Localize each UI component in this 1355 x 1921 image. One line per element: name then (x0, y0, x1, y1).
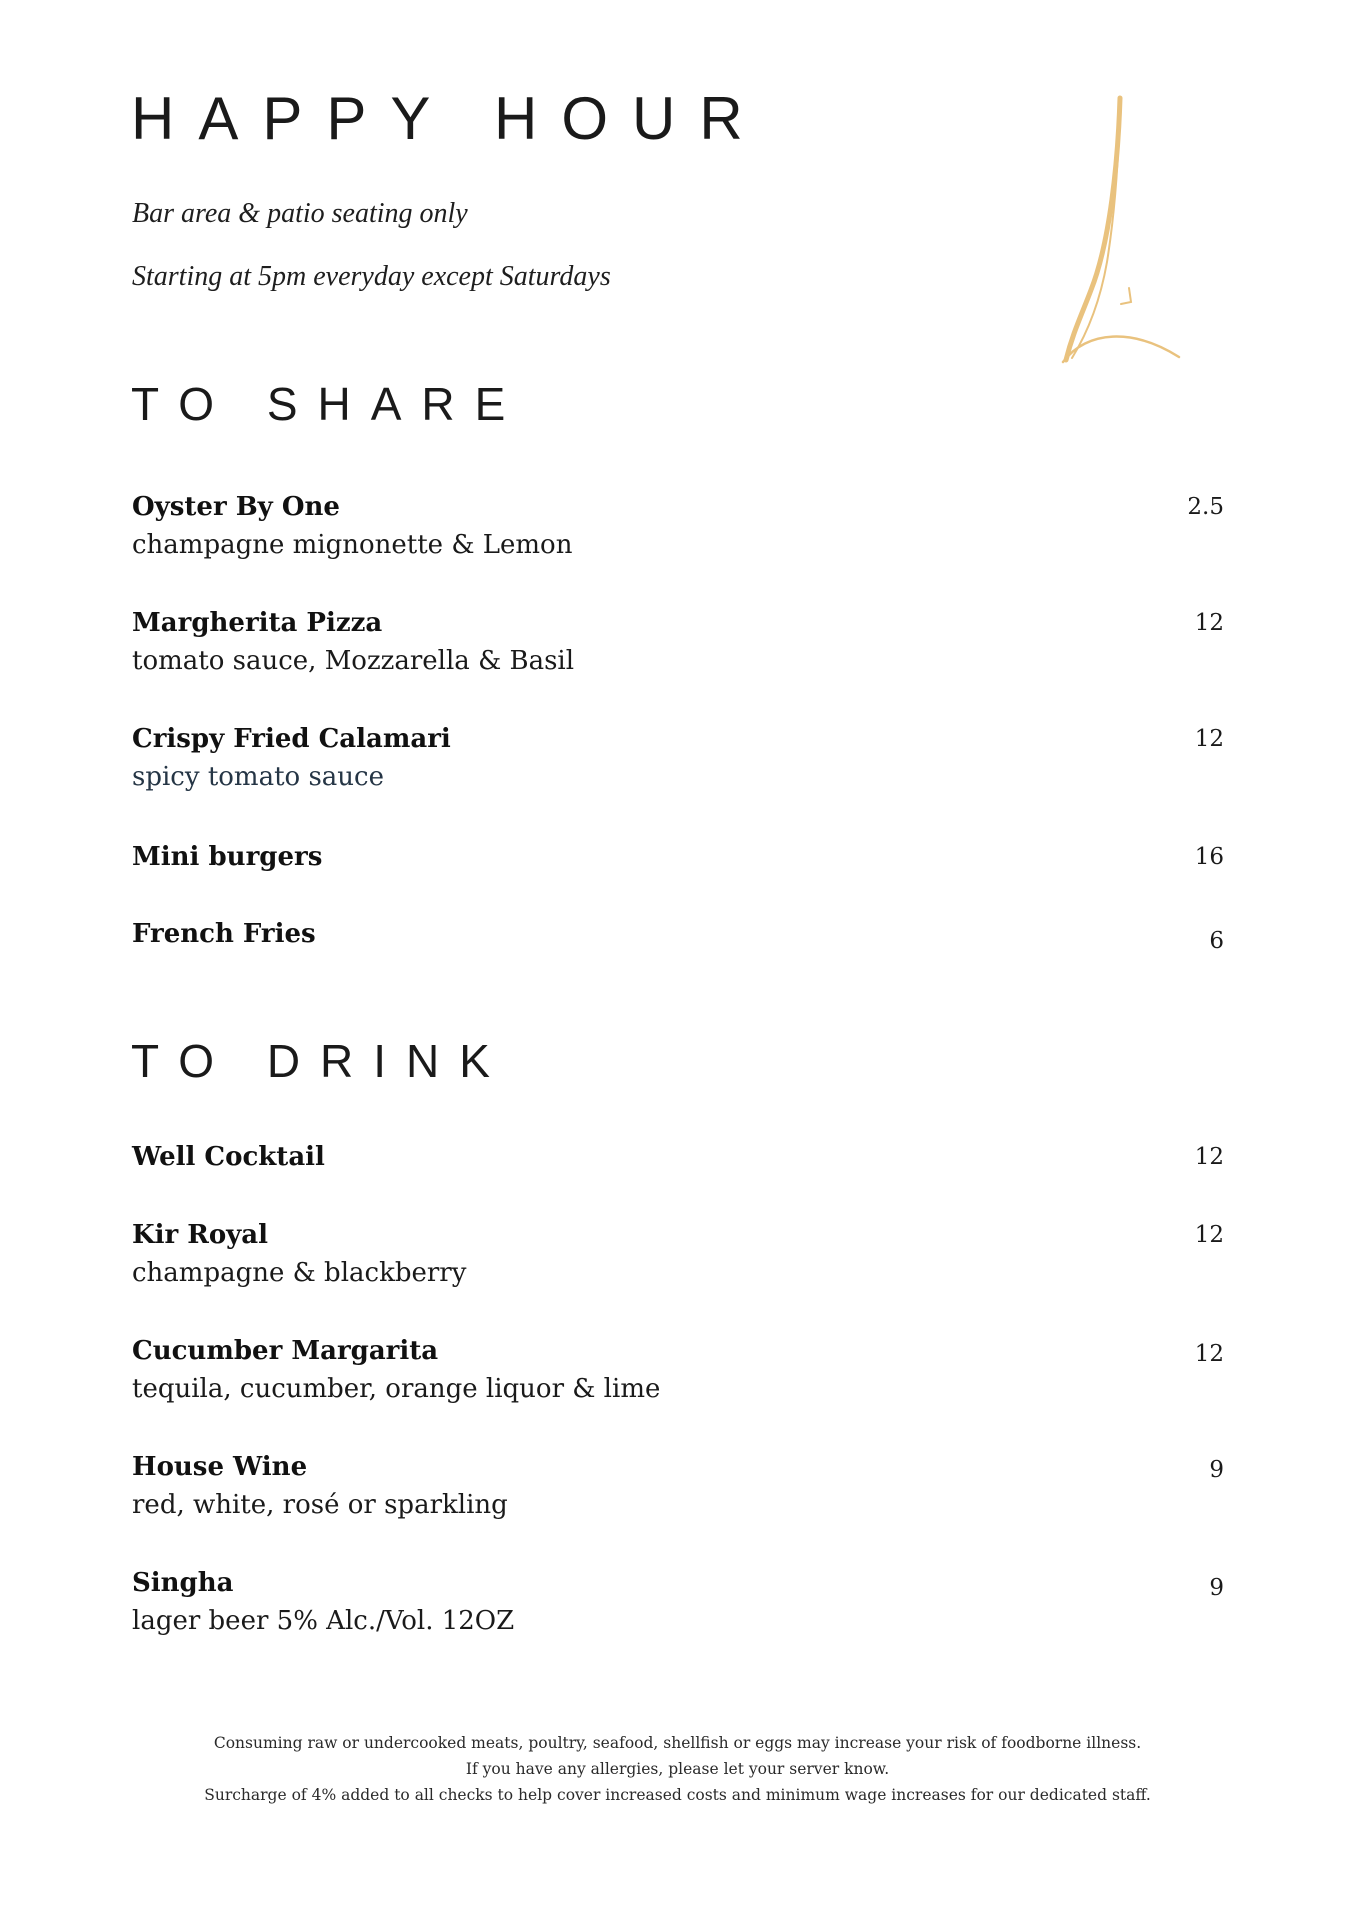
item-name: Cucumber Margarita (132, 1336, 439, 1366)
hours-note: Starting at 5pm everyday except Saturdays (132, 261, 611, 292)
item-name: Kir Royal (132, 1220, 269, 1250)
item-price: 9 (1209, 1457, 1224, 1483)
menu-item (132, 722, 1224, 812)
surcharge-note: Surcharge of 4% added to all checks to help cover increased costs and minimum wage increases for our dedicated staff. (204, 1786, 1151, 1804)
menu-item (132, 606, 1224, 696)
item-price: 12 (1194, 1341, 1224, 1367)
menu-item (132, 1334, 1224, 1424)
item-price: 12 (1194, 610, 1224, 636)
footer-notes (0, 1730, 1355, 1808)
menu-item (132, 490, 1224, 580)
item-price: 9 (1209, 1575, 1224, 1601)
allergy-note: If you have any allergies, please let your server know. (465, 1760, 890, 1778)
menu-item (132, 1218, 1224, 1308)
item-price: 16 (1194, 844, 1224, 870)
item-description: tequila, cucumber, orange liquor & lime (132, 1374, 661, 1404)
item-description: lager beer 5% Alc./Vol. 12OZ (132, 1606, 515, 1636)
item-description: spicy tomato sauce (132, 762, 384, 792)
eiffel-tower-icon (1055, 92, 1185, 374)
item-description: champagne & blackberry (132, 1258, 467, 1288)
item-name: Margherita Pizza (132, 608, 383, 638)
item-name: Well Cocktail (132, 1142, 325, 1172)
section-title-to-drink: TO DRINK (131, 1035, 510, 1087)
item-name: Crispy Fried Calamari (132, 724, 451, 754)
menu-item (132, 917, 1224, 1007)
menu-item (132, 1450, 1224, 1540)
menu-title: HAPPY HOUR (131, 85, 767, 152)
item-price: 6 (1209, 928, 1224, 954)
item-name: Oyster By One (132, 492, 340, 522)
section-title-to-share: TO SHARE (131, 378, 526, 430)
food-safety-note: Consuming raw or undercooked meats, poultry, seafood, shellfish or eggs may increase your risk of foodborne illness. (213, 1734, 1142, 1752)
menu-item (132, 1566, 1224, 1656)
item-name: House Wine (132, 1452, 308, 1482)
item-name: French Fries (132, 919, 316, 949)
item-description: tomato sauce, Mozzarella & Basil (132, 646, 575, 676)
item-price: 12 (1194, 1222, 1224, 1248)
item-price: 2.5 (1187, 494, 1224, 520)
item-price: 12 (1194, 1144, 1224, 1170)
item-price: 12 (1194, 726, 1224, 752)
menu-item (132, 1140, 1224, 1230)
item-description: champagne mignonette & Lemon (132, 530, 573, 560)
item-name: Mini burgers (132, 842, 323, 872)
item-description: red, white, rosé or sparkling (132, 1490, 508, 1520)
seating-note: Bar area & patio seating only (132, 198, 468, 229)
item-name: Singha (132, 1568, 234, 1598)
